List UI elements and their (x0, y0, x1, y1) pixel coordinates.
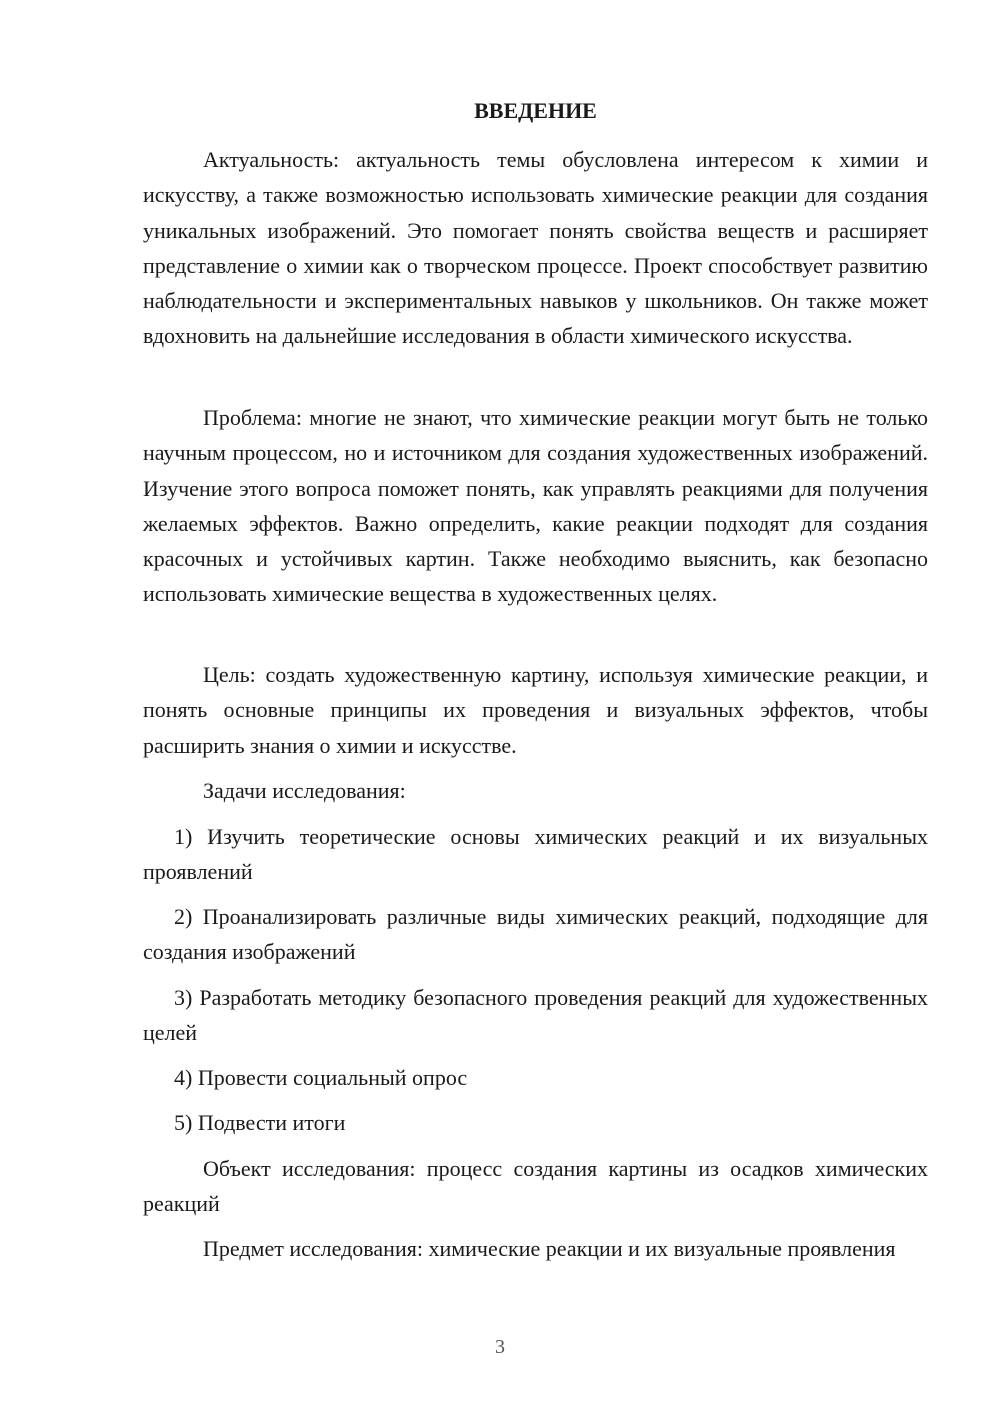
task-item: 2) Проанализировать различные виды химических реакций, подходящие для создания изображений (143, 904, 928, 965)
section-title: ВВЕДЕНИЕ (474, 98, 597, 123)
task-item: 5) Подвести итоги (174, 1110, 346, 1135)
task-item: 3) Разработать методику безопасного проведения реакций для художественных целей (143, 985, 928, 1046)
object-paragraph: Объект исследования: процесс создания картины из осадков химических реакций (143, 1156, 928, 1217)
task-item: 4) Провести социальный опрос (174, 1065, 468, 1090)
tasks-heading: Задачи исследования: (203, 778, 406, 803)
page-number: 3 (495, 1336, 505, 1358)
task-item: 1) Изучить теоретические основы химических реакций и их визуальных проявлений (143, 824, 928, 885)
goal-paragraph: Цель: создать художественную картину, используя химические реакции, и понять основные принципы их проведения и визуальных эффектов, чтобы расширить знания о химии и искусстве. (143, 662, 928, 758)
subject-paragraph: Предмет исследования: химические реакции и их визуальные проявления (203, 1236, 896, 1261)
relevance-paragraph: Актуальность: актуальность темы обусловлена интересом к химии и искусству, а также возможностью использовать химические реакции для создания уникальных изображений. Это помогает понять свойства веществ и расширяет представление о химии как о творческом процессе. Проект способствует развитию наблюдательности и экспериментальных навыков у школьников. Он также может вдохновить на дальнейшие исследования в области химического искусства. (143, 147, 928, 349)
problem-paragraph: Проблема: многие не знают, что химические реакции могут быть не только научным процессом, но и источником для создания художественных изображений. Изучение этого вопроса поможет понять, как управлять реакциями для получения желаемых эффектов. Важно определить, какие реакции подходят для создания красочных и устойчивых картин. Также необходимо выяснить, как безопасно использовать химические вещества в художественных целях. (143, 405, 928, 607)
